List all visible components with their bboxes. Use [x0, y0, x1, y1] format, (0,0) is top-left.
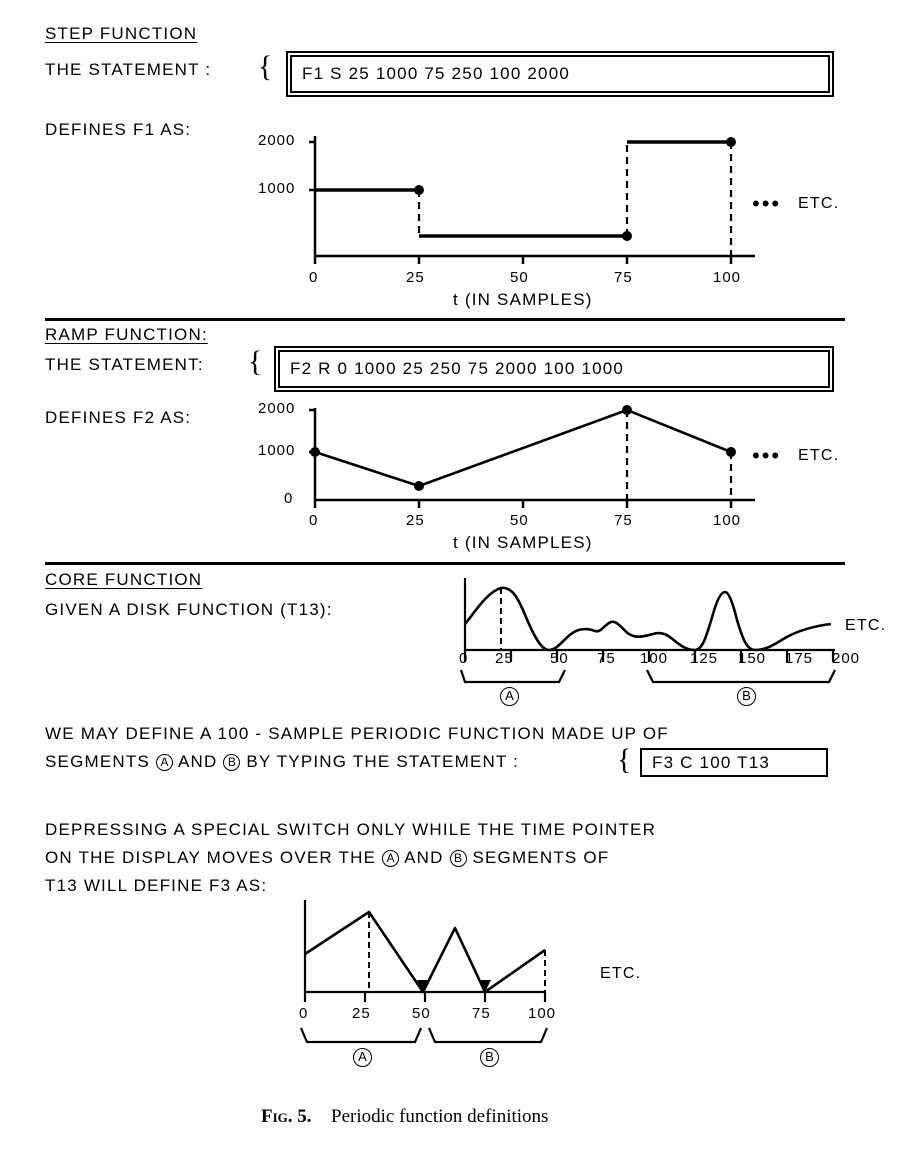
ramp-xtick-25: 25: [406, 512, 425, 529]
step-xtick-75: 75: [614, 269, 633, 286]
ramp-ylabel-1000: 1000: [258, 442, 296, 459]
step-defines-label: DEFINES F1 AS:: [45, 120, 192, 139]
core-paragraph-typing-words: BY TYPING THE STATEMENT :: [246, 752, 520, 771]
core-result-line3: T13 WILL DEFINE F3 AS:: [45, 876, 268, 895]
step-xtick-0: 0: [309, 269, 319, 286]
disk-xtick-25: 25: [495, 650, 514, 667]
ramp-statement-box[interactable]: [278, 350, 830, 388]
ramp-ylabel-2000: 2000: [258, 400, 296, 417]
divider-2: [45, 562, 845, 565]
step-statement-label: THE STATEMENT :: [45, 60, 212, 79]
core-segment-b-badge: B: [223, 754, 240, 771]
ramp-brace: {: [248, 345, 263, 378]
core-paragraph-line2: [45, 752, 519, 772]
ramp-statement-label: THE STATEMENT:: [45, 355, 204, 374]
disk-etc-label: ETC.: [845, 617, 887, 634]
ramp-etc-label: ETC.: [798, 447, 840, 464]
core-result-display-words: ON THE DISPLAY MOVES OVER THE: [45, 848, 377, 867]
step-statement-value: F1 S 25 1000 75 250 100 2000: [302, 64, 571, 83]
ramp-function-heading: RAMP FUNCTION:: [45, 325, 208, 344]
ramp-defines-label: DEFINES F2 AS:: [45, 408, 192, 427]
f3-segment-a-badge: A: [353, 1048, 372, 1067]
periodic-function-f3-chart: [295, 900, 635, 1010]
core-result-segment-a-badge: A: [382, 850, 399, 867]
ramp-statement-value: F2 R 0 1000 25 250 75 2000 100 1000: [290, 359, 625, 378]
core-function-heading: CORE FUNCTION: [45, 570, 203, 589]
disk-segment-a-badge: A: [500, 687, 519, 706]
core-statement-box[interactable]: [640, 748, 828, 777]
ramp-xtick-100: 100: [713, 512, 742, 529]
ramp-ylabel-0: 0: [284, 490, 294, 507]
step-xaxis-label: t (IN SAMPLES): [453, 290, 593, 309]
core-result-and-word: AND: [404, 848, 444, 867]
disk-xtick-125: 125: [690, 650, 719, 667]
f3-etc-label: ETC.: [600, 965, 642, 982]
disk-xtick-50: 50: [550, 650, 569, 667]
core-paragraph-segments-word: SEGMENTS: [45, 752, 151, 771]
f3-xtick-50: 50: [412, 1005, 431, 1022]
step-function-heading: STEP FUNCTION: [45, 24, 198, 43]
f3-segment-brackets: [295, 1026, 635, 1050]
disk-xtick-100: 100: [640, 650, 669, 667]
step-statement-box[interactable]: [290, 55, 830, 93]
core-segment-a-badge: A: [156, 754, 173, 771]
step-xtick-50: 50: [510, 269, 529, 286]
core-result-line1: DEPRESSING A SPECIAL SWITCH ONLY WHILE THE TIME POINTER: [45, 820, 657, 839]
step-ellipsis-dots: •••: [752, 191, 782, 216]
f3-xtick-75: 75: [472, 1005, 491, 1022]
disk-segment-b-badge: B: [737, 687, 756, 706]
step-xtick-25: 25: [406, 269, 425, 286]
disk-segment-brackets: [455, 668, 875, 690]
figure-caption: [261, 1106, 548, 1128]
step-brace: {: [258, 50, 273, 83]
f3-segment-b-badge: B: [480, 1048, 499, 1067]
core-result-segment-b-badge: B: [450, 850, 467, 867]
disk-xtick-175: 175: [785, 650, 814, 667]
ramp-xtick-50: 50: [510, 512, 529, 529]
core-result-line2: [45, 848, 609, 868]
f3-xtick-0: 0: [299, 1005, 309, 1022]
ramp-ellipsis-dots: •••: [752, 443, 782, 468]
step-function-chart: [255, 128, 815, 288]
f3-xtick-100: 100: [528, 1005, 557, 1022]
disk-xtick-0: 0: [459, 650, 469, 667]
ramp-xtick-0: 0: [309, 512, 319, 529]
core-given-label: GIVEN A DISK FUNCTION (T13):: [45, 600, 333, 619]
core-result-segments-word: SEGMENTS OF: [472, 848, 610, 867]
step-ylabel-2000: 2000: [258, 132, 296, 149]
core-paragraph-and-word: AND: [177, 752, 218, 771]
figure-number: Fig. 5.: [261, 1106, 312, 1127]
step-ylabel-1000: 1000: [258, 180, 296, 197]
core-brace: {: [617, 743, 632, 776]
ramp-xaxis-label: t (IN SAMPLES): [453, 533, 593, 552]
step-etc-label: ETC.: [798, 195, 840, 212]
step-xtick-100: 100: [713, 269, 742, 286]
core-paragraph-line1: WE MAY DEFINE A 100 - SAMPLE PERIODIC FUNCTION MADE UP OF: [45, 724, 669, 743]
disk-xtick-150: 150: [738, 650, 767, 667]
core-statement-value: F3 C 100 T13: [652, 752, 771, 772]
ramp-xtick-75: 75: [614, 512, 633, 529]
divider-1: [45, 318, 845, 321]
disk-xtick-200: 200: [832, 650, 861, 667]
f3-xtick-25: 25: [352, 1005, 371, 1022]
disk-xtick-75: 75: [597, 650, 616, 667]
figure-caption-text: Periodic function definitions: [331, 1106, 549, 1127]
